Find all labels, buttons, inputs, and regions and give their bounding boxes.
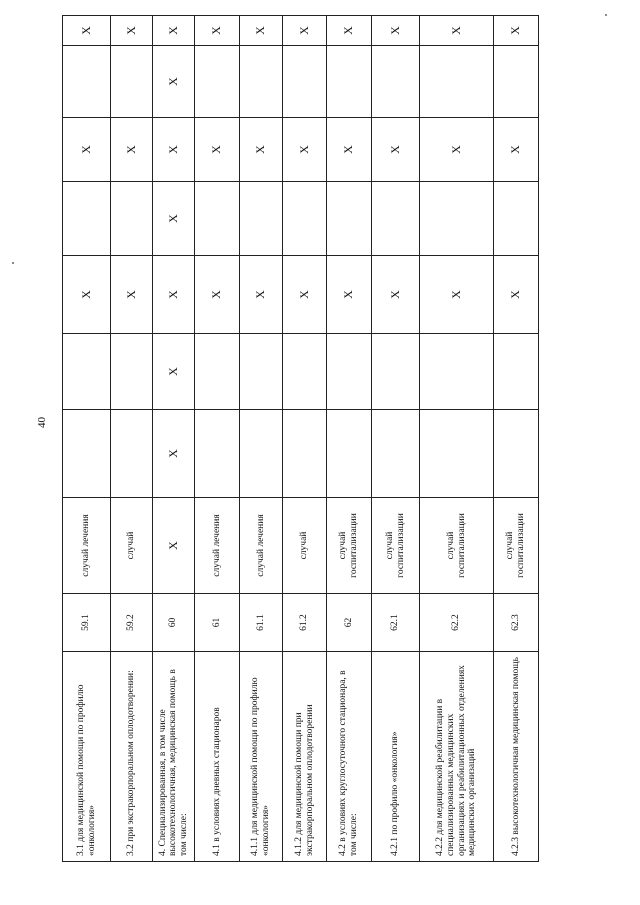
value-cell: [240, 334, 283, 410]
value-cell: X: [372, 118, 420, 182]
value-cell: X: [240, 16, 283, 46]
value-cell: [327, 182, 372, 256]
value-cell: [111, 182, 153, 256]
unit-of-measure: случай: [283, 498, 327, 594]
page-number: 40: [36, 417, 48, 428]
unit-of-measure: случай госпитализации: [372, 498, 420, 594]
value-cell: [63, 410, 111, 498]
row-name: 4.1.2 для медицинской помощи при экстракорпоральном оплодотворении: [283, 652, 327, 862]
value-cell: X: [420, 256, 494, 334]
row-number: 61: [195, 594, 240, 652]
value-cell: X: [494, 256, 539, 334]
unit-of-measure: случай госпитализации: [420, 498, 494, 594]
value-cell: X: [195, 256, 240, 334]
value-cell: X: [111, 256, 153, 334]
rotated-table-container: [62, 16, 539, 862]
unit-of-measure: случай госпитализации: [327, 498, 372, 594]
value-cell: X: [153, 410, 195, 498]
value-cell: X: [372, 256, 420, 334]
row-name: 4.2 в условиях круглосуточного стационара, в том числе:: [327, 652, 372, 862]
value-cell: X: [153, 182, 195, 256]
value-cell: [111, 410, 153, 498]
value-cell: [195, 46, 240, 118]
table-row: [195, 16, 240, 862]
value-cell: X: [153, 118, 195, 182]
value-cell: X: [240, 118, 283, 182]
row-number: 62: [327, 594, 372, 652]
value-cell: [494, 182, 539, 256]
row-name: 4.2.1 по профилю «онкология»: [372, 652, 420, 862]
value-cell: X: [63, 118, 111, 182]
value-cell: X: [111, 16, 153, 46]
value-cell: [240, 410, 283, 498]
table-row: [63, 16, 111, 862]
value-cell: X: [327, 118, 372, 182]
value-cell: X: [420, 16, 494, 46]
row-number: 62.3: [494, 594, 539, 652]
value-cell: [420, 46, 494, 118]
value-cell: X: [283, 256, 327, 334]
value-cell: [420, 182, 494, 256]
table-row: [111, 16, 153, 862]
row-name: 4.1.1 для медицинской помощи по профилю «онкология»: [240, 652, 283, 862]
unit-of-measure: X: [153, 498, 195, 594]
table-row: [372, 16, 420, 862]
row-number: 61.1: [240, 594, 283, 652]
row-number: 62.2: [420, 594, 494, 652]
value-cell: [327, 334, 372, 410]
value-cell: [372, 182, 420, 256]
value-cell: [111, 46, 153, 118]
unit-of-measure: случай лечения: [240, 498, 283, 594]
value-cell: [63, 182, 111, 256]
value-cell: X: [327, 16, 372, 46]
value-cell: [372, 334, 420, 410]
value-cell: X: [195, 16, 240, 46]
row-name: 4.2.3 высокотехнологичная медицинская помощь: [494, 652, 539, 862]
value-cell: X: [111, 118, 153, 182]
row-number: 60: [153, 594, 195, 652]
value-cell: [494, 410, 539, 498]
row-name: 4.2.2 для медицинской реабилитации в специализированных медицинских организациях и реабилитационных отделениях медицинских организаций: [420, 652, 494, 862]
value-cell: X: [63, 256, 111, 334]
value-cell: [63, 46, 111, 118]
row-number: 61.2: [283, 594, 327, 652]
value-cell: [327, 46, 372, 118]
row-name: 3.2 при экстракорпоральном оплодотворении:: [111, 652, 153, 862]
value-cell: [420, 410, 494, 498]
value-cell: X: [283, 118, 327, 182]
value-cell: [283, 182, 327, 256]
unit-of-measure: случай лечения: [195, 498, 240, 594]
value-cell: [195, 182, 240, 256]
value-cell: [195, 334, 240, 410]
value-cell: [372, 46, 420, 118]
table-row: [327, 16, 372, 862]
value-cell: [240, 182, 283, 256]
value-cell: [327, 410, 372, 498]
value-cell: [372, 410, 420, 498]
value-cell: [420, 334, 494, 410]
value-cell: [111, 334, 153, 410]
value-cell: [283, 46, 327, 118]
unit-of-measure: случай лечения: [63, 498, 111, 594]
value-cell: [283, 410, 327, 498]
value-cell: [63, 334, 111, 410]
value-cell: X: [153, 46, 195, 118]
value-cell: X: [372, 16, 420, 46]
table-row: [420, 16, 494, 862]
unit-of-measure: случай госпитализации: [494, 498, 539, 594]
value-cell: [240, 46, 283, 118]
row-name: 4.1 в условиях дневных стационаров: [195, 652, 240, 862]
services-table: [62, 15, 539, 862]
value-cell: [494, 334, 539, 410]
value-cell: X: [494, 16, 539, 46]
value-cell: [195, 410, 240, 498]
value-cell: X: [153, 256, 195, 334]
table-row: [283, 16, 327, 862]
row-name: 4. Специализированная, в том числе высокотехнологичная, медицинская помощь в том числе:: [153, 652, 195, 862]
value-cell: [283, 334, 327, 410]
value-cell: X: [420, 118, 494, 182]
scan-speck: [605, 14, 607, 16]
table-body: [63, 16, 539, 862]
row-number: 59.1: [63, 594, 111, 652]
value-cell: X: [283, 16, 327, 46]
row-name: 3.1 для медицинской помощи по профилю «онкология»: [63, 652, 111, 862]
table-row: [153, 16, 195, 862]
value-cell: X: [494, 118, 539, 182]
row-number: 62.1: [372, 594, 420, 652]
value-cell: X: [63, 16, 111, 46]
table-row: [240, 16, 283, 862]
table-row: [494, 16, 539, 862]
value-cell: X: [327, 256, 372, 334]
value-cell: X: [153, 16, 195, 46]
unit-of-measure: случай: [111, 498, 153, 594]
value-cell: X: [240, 256, 283, 334]
scan-speck: [12, 262, 14, 264]
value-cell: [494, 46, 539, 118]
value-cell: X: [195, 118, 240, 182]
value-cell: X: [153, 334, 195, 410]
row-number: 59.2: [111, 594, 153, 652]
